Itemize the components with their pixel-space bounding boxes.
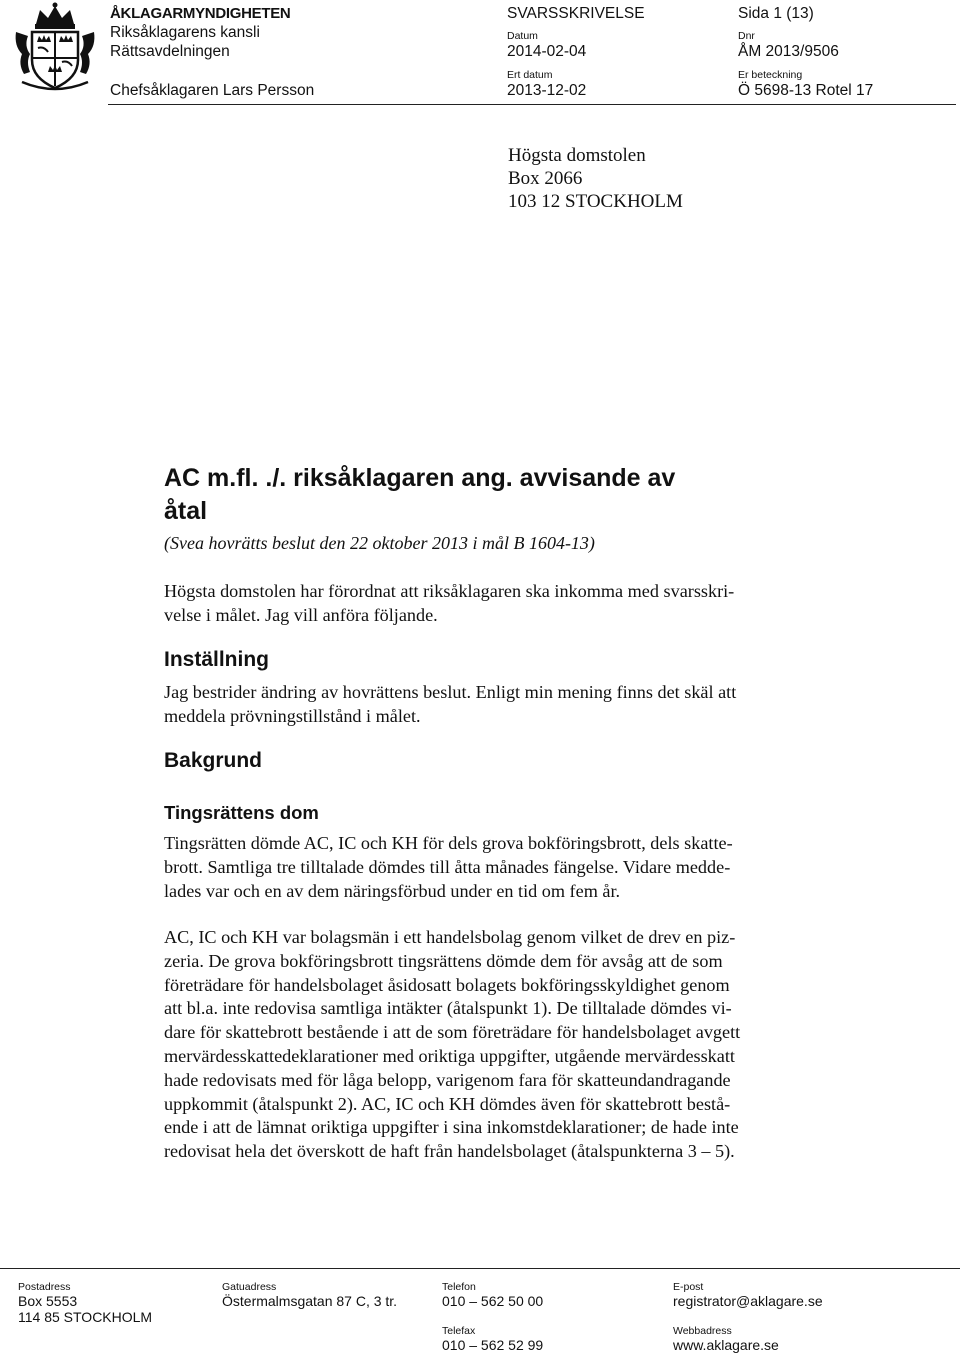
text-line: ende i att de lämnat oriktiga uppgifter i sina inkomstdeklarationer; de hade inte — [164, 1117, 739, 1138]
recipient-city: 103 12 STOCKHOLM — [508, 191, 683, 212]
official-name: Chefsåklagaren Lars Persson — [110, 82, 315, 99]
date-label: Datum — [507, 30, 538, 42]
epost-link[interactable]: registrator@aklagare.se — [673, 1293, 823, 1309]
telefon-value: 010 – 562 50 00 — [442, 1293, 544, 1309]
er-beteckning-label: Er beteckning — [738, 69, 803, 81]
dnr-label: Dnr — [738, 30, 755, 42]
text-line: hade redovisats med för låga belopp, varigenom fara för skatteundandragande — [164, 1069, 731, 1090]
postadress-line2: 114 85 STOCKHOLM — [18, 1309, 153, 1325]
er-beteckning-value: Ö 5698-13 Rotel 17 — [738, 82, 874, 99]
telefon-label: Telefon — [442, 1281, 476, 1293]
postadress-line1: Box 5553 — [18, 1293, 78, 1309]
heading-tingsrattens-dom: Tingsrättens dom — [164, 802, 319, 823]
postadress-label: Postadress — [18, 1281, 71, 1293]
text-line: AC, IC och KH var bolagsmän i ett handelsbolag genom vilket de drev en piz- — [164, 927, 736, 947]
installning-paragraph — [164, 681, 736, 729]
paragraph-judgment — [164, 832, 733, 903]
telefax-label: Telefax — [442, 1325, 476, 1337]
unit-name: Riksåklagarens kansli — [110, 24, 260, 41]
coat-of-arms-logo — [12, 2, 98, 94]
heading-bakgrund: Bakgrund — [164, 749, 263, 772]
page-number: Sida 1 (13) — [738, 5, 814, 22]
recipient-name: Högsta domstolen — [508, 145, 646, 166]
document-type: SVARSSKRIVELSE — [507, 5, 645, 22]
text-line: Tingsrätten dömde AC, IC och KH för dels grova bokföringsbrott, dels skatte- — [164, 833, 733, 853]
text-line: meddela prövningstillstånd i målet. — [164, 705, 421, 726]
text-line: redovisat hela det överskott de haft från handelsbolaget (åtalspunkterna 3 – 5). — [164, 1141, 735, 1162]
case-title-line1: AC m.fl. ./. riksåklagaren ang. avvisande av — [164, 464, 676, 492]
text-line: brott. Samtliga tre tilltalade dömdes till åtta månades fängelse. Vidare medde- — [164, 856, 731, 877]
gatuadress-value: Östermalmsgatan 87 C, 3 tr. — [222, 1293, 398, 1309]
heading-installning: Inställning — [164, 648, 269, 671]
text-line: velse i målet. Jag vill anföra följande. — [164, 604, 438, 625]
text-line: mervärdesskattedeklarationer med oriktiga uppgifter, utgående mervärdesskatt — [164, 1045, 735, 1066]
telefax-value: 010 – 562 52 99 — [442, 1337, 544, 1353]
text-line: företrädare för handelsbolaget åsidosatt bolagets bokföringsskyldighet genom — [164, 974, 730, 995]
date-value: 2014-02-04 — [507, 43, 587, 60]
text-line: lades var och en av dem näringsförbud under en tid om fem år. — [164, 880, 621, 901]
paragraph-details — [164, 926, 740, 1164]
recipient-address — [508, 144, 683, 213]
text-line: att bl.a. inte redovisa samtliga intäkter (åtalspunkt 1). De tilltalade dömdes vi- — [164, 998, 732, 1019]
department-name: Rättsavdelningen — [110, 43, 230, 60]
recipient-box: Box 2066 — [508, 168, 583, 189]
gatuadress-label: Gatuadress — [222, 1281, 277, 1293]
ert-datum-value: 2013-12-02 — [507, 82, 587, 99]
case-title-line2: åtal — [164, 497, 208, 525]
case-subtitle: (Svea hovrätts beslut den 22 oktober 2013 i mål B 1604-13) — [164, 533, 595, 553]
intro-paragraph — [164, 580, 734, 628]
text-line: zeria. De grova bokföringsbrott tingsrättens dömde dem för avsåg att de som — [164, 950, 723, 971]
webbadress-label: Webbadress — [673, 1325, 732, 1337]
text-line: uppkommit (åtalspunkt 2). AC, IC och KH dömdes även för skattebrott bestå- — [164, 1093, 731, 1114]
ert-datum-label: Ert datum — [507, 69, 553, 81]
text-line: Högsta domstolen har förordnat att riksåklagaren ska inkomma med svarsskri- — [164, 581, 735, 601]
dnr-value: ÅM 2013/9506 — [738, 43, 839, 60]
epost-label: E-post — [673, 1281, 704, 1293]
text-line: Jag bestrider ändring av hovrättens beslut. Enligt min mening finns det skäl att — [164, 682, 737, 702]
text-line: dare för skattebrott bestående i att de som företrädare för handelsbolaget avgett — [164, 1022, 741, 1043]
webbadress-link[interactable]: www.aklagare.se — [673, 1337, 779, 1353]
agency-name: ÅKLAGARMYNDIGHETEN — [110, 5, 291, 22]
header-divider — [108, 104, 956, 105]
footer-divider — [0, 1268, 960, 1269]
